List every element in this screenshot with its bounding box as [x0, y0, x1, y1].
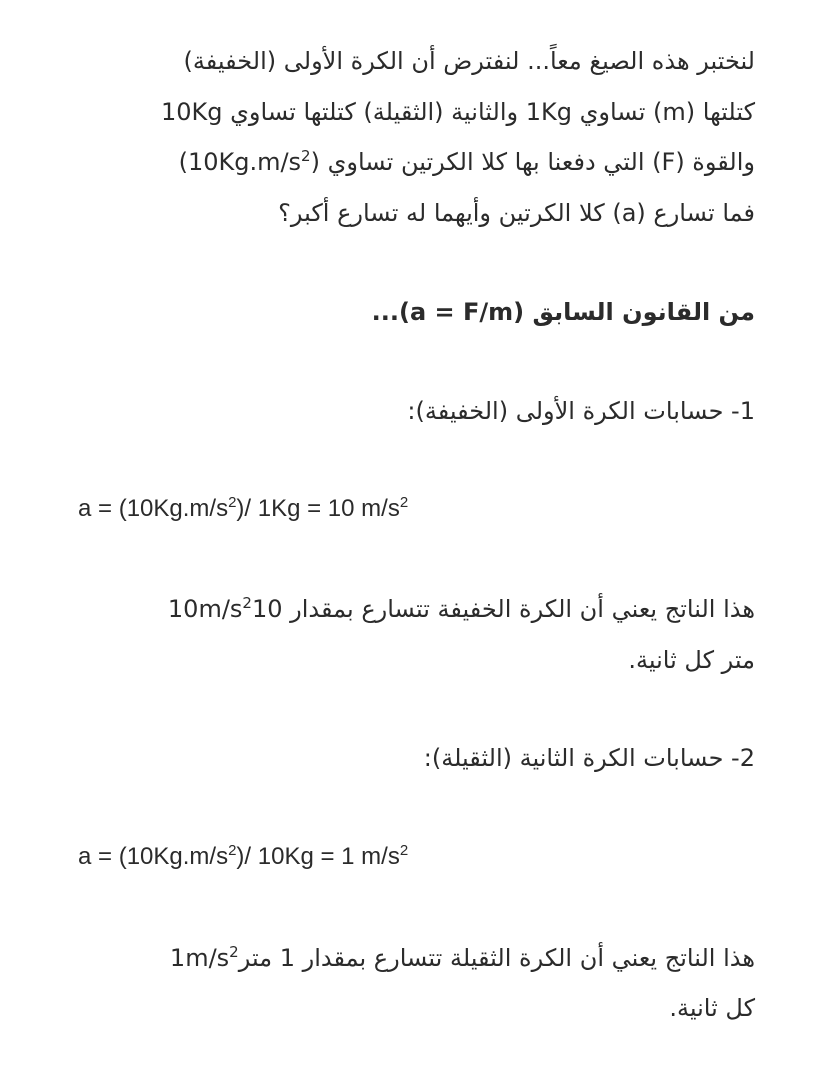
equation-part: )/ 1Kg = 10 m/s: [236, 495, 400, 522]
result-text: هذا الناتج يعني أن الكرة الخفيفة تتسارع بمقدار 10: [251, 595, 755, 623]
intro-line-1: لنختبر هذه الصيغ معاً... لنفترض أن الكرة الأولى (الخفيفة): [183, 47, 755, 75]
superscript: 2: [228, 494, 237, 511]
equation-part: a = (10Kg.m/s: [78, 495, 229, 522]
section1-heading: 1- حسابات الكرة الأولى (الخفيفة):: [407, 397, 755, 425]
section2-equation: [78, 840, 408, 874]
superscript: 2: [228, 842, 237, 859]
result-unit: 1m/s: [169, 944, 230, 972]
section2-heading: 2- حسابات الكرة الثانية (الثقيلة):: [423, 744, 755, 772]
intro-line-3: [179, 145, 755, 179]
law-line: من القانون السابق (a = F/m)...: [371, 298, 755, 326]
superscript: 2: [399, 494, 409, 511]
intro-line-2: كتلتها (m) تساوي 1Kg والثانية (الثقيلة) كتلتها تساوي 10Kg: [160, 98, 755, 126]
result-text: هذا الناتج يعني أن الكرة الثقيلة تتسارع بمقدار 1 متر: [238, 944, 755, 972]
result-value: [168, 595, 252, 623]
section2-result-line-2: كل ثانية.: [669, 994, 755, 1022]
superscript: 2: [229, 943, 239, 961]
section1-result-line-2: متر كل ثانية.: [628, 646, 755, 674]
intro-line-3-close: ): [178, 148, 188, 176]
superscript: 2: [301, 147, 311, 165]
equation-part: a = (10Kg.m/s: [78, 843, 229, 870]
section1-equation: [78, 492, 408, 526]
intro-line-3-text: والقوة (F) التي دفعنا بها كلا الكرتين تساوي (10Kg.m/s: [187, 148, 755, 176]
equation-part: )/ 10Kg = 1 m/s: [236, 843, 400, 870]
result-unit: 10m/s: [167, 595, 243, 623]
superscript: 2: [399, 842, 409, 859]
superscript: 2: [242, 594, 252, 612]
intro-line-4: فما تسارع (a) كلا الكرتين وأيهما له تسارع أكبر؟: [278, 199, 755, 227]
section2-result-line-1: [170, 941, 755, 975]
section1-result-line-1: [168, 592, 755, 626]
result-value: [170, 944, 239, 972]
